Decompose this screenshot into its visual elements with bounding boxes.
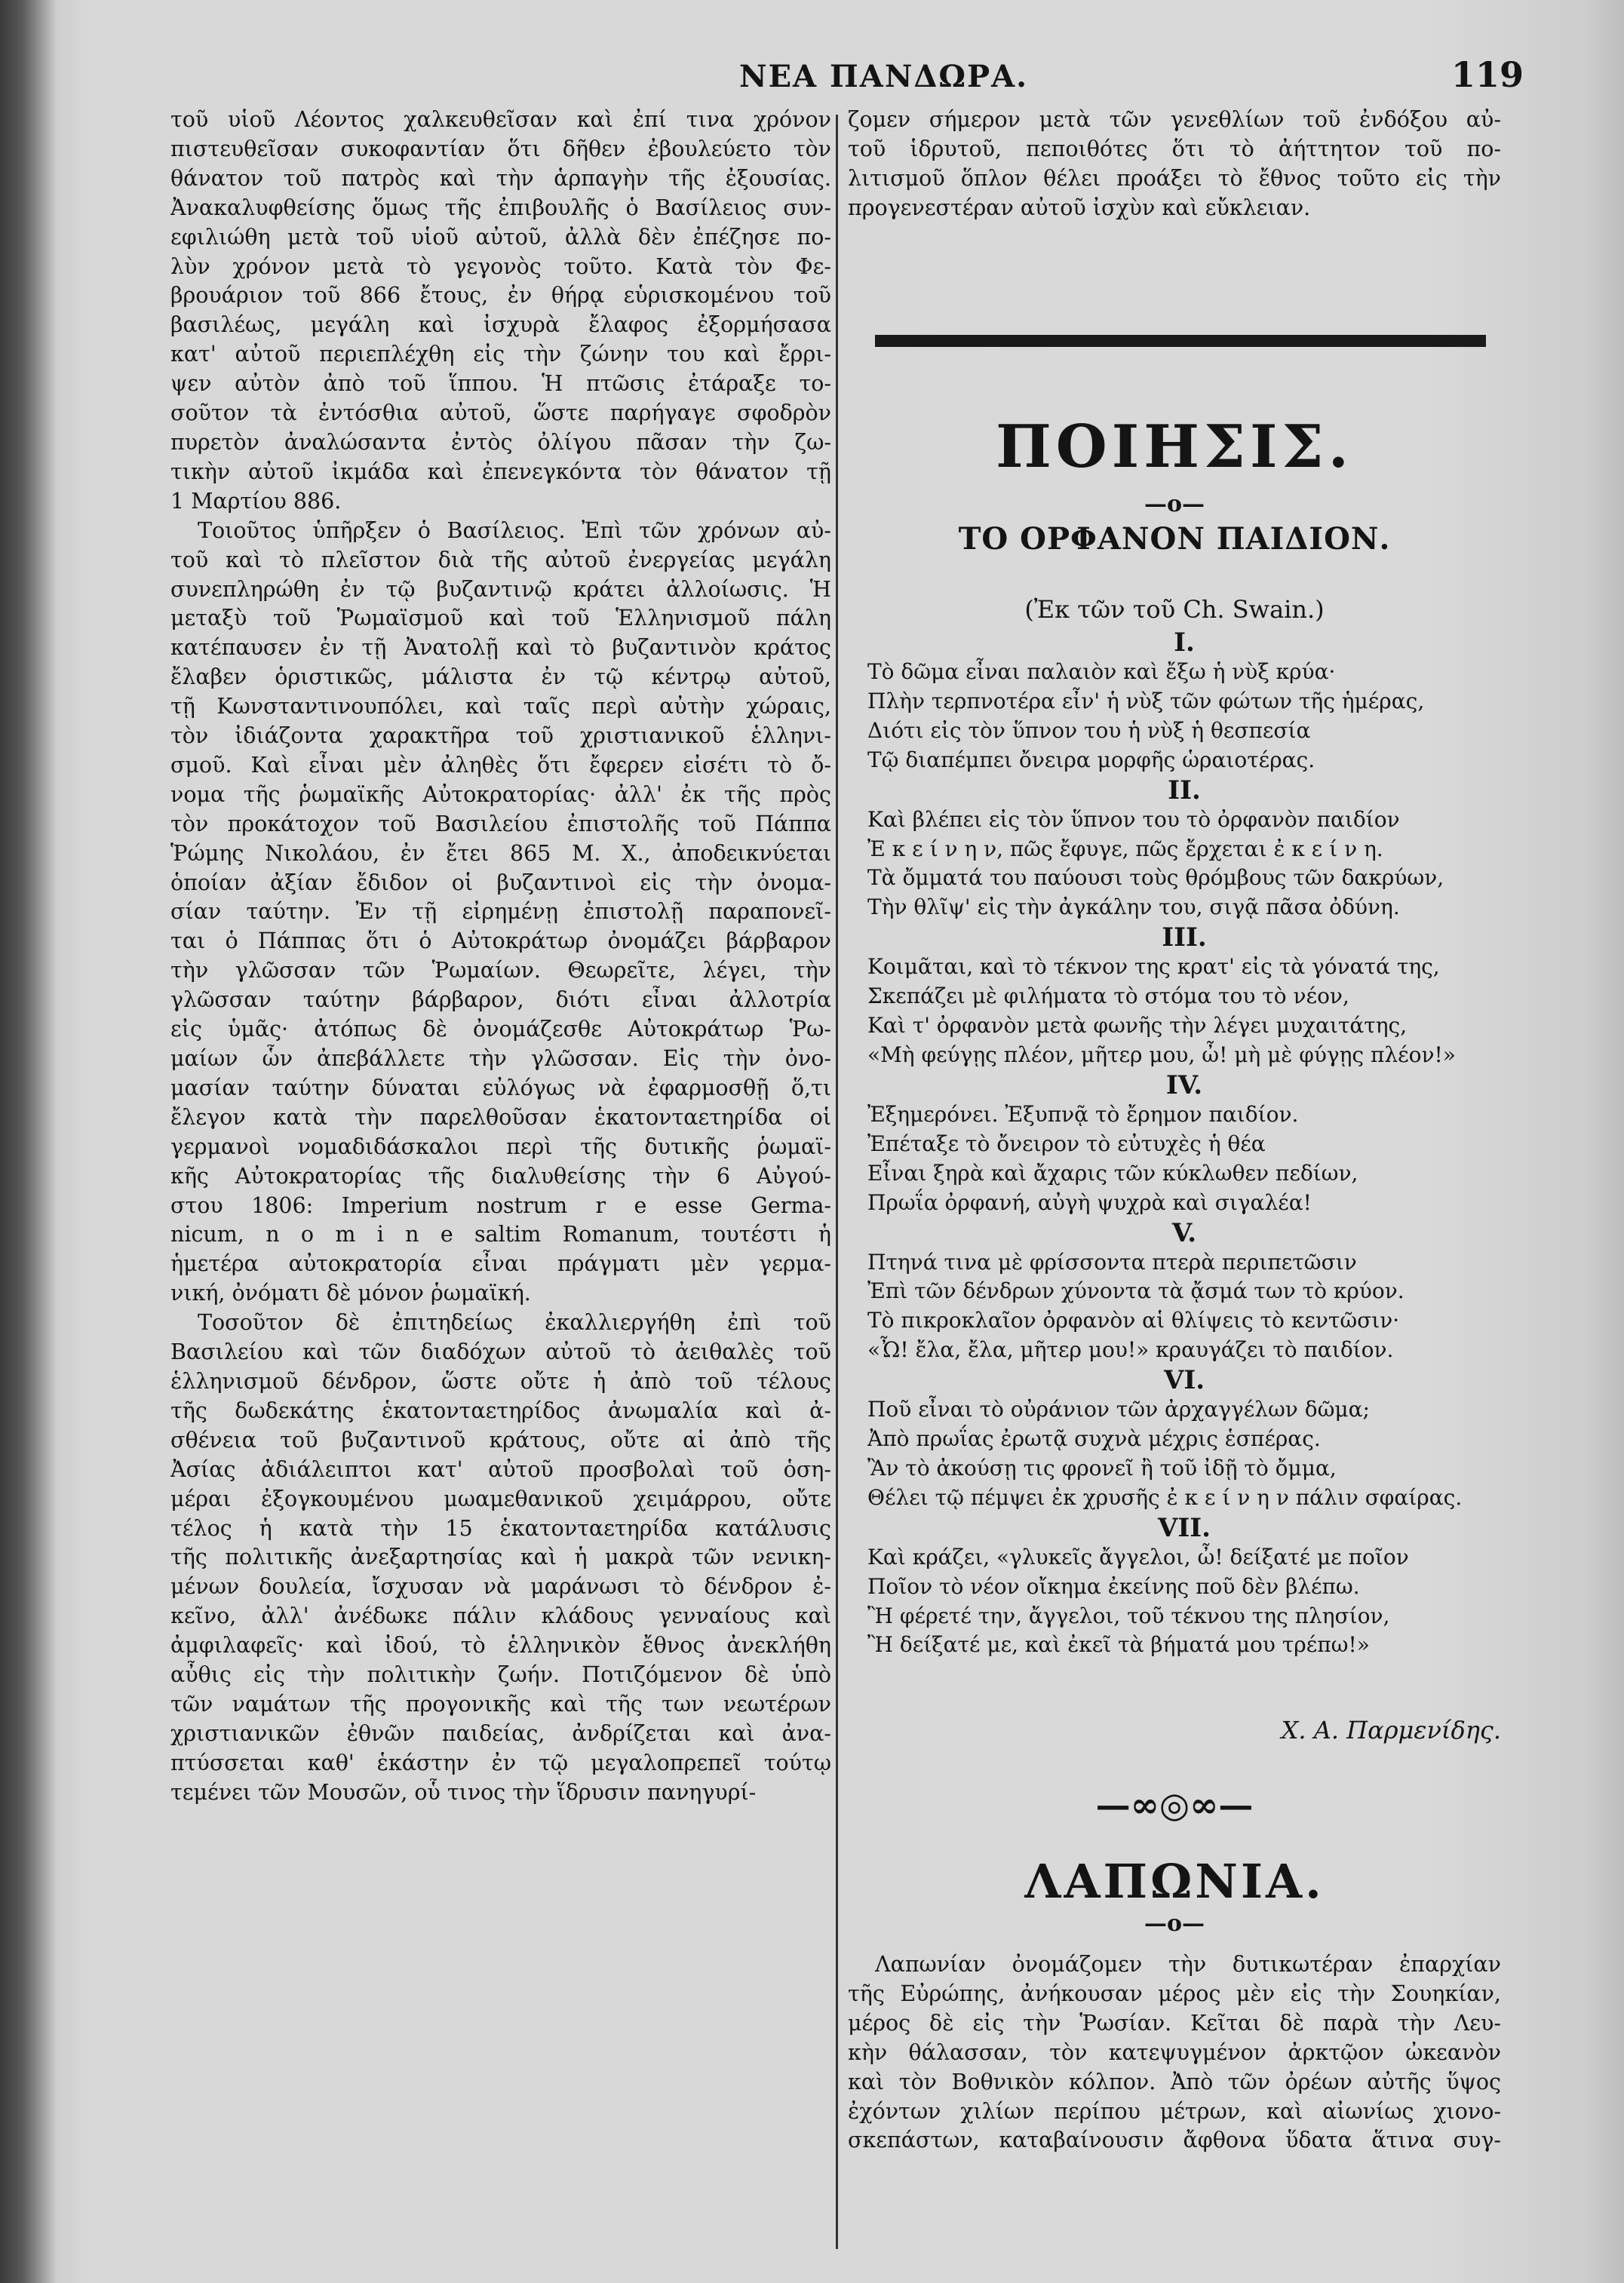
text-line: τῆς Εὐρώπης, ἀνήκουσαν μέρος μὲν εἰς τὴν Σουηκίαν, (848, 1981, 1501, 2006)
text-line: ζομεν σήμερον μετὰ τῶν γενεθλίων τοῦ ἐνδόξου αὐ- (848, 107, 1501, 132)
poem-line: «Μὴ φεύγῃς πλέον, μῆτερ μου, ὦ! μὴ μὲ φύγῃς πλέον!» (867, 1042, 1456, 1067)
poem-line: «Ὦ! ἔλα, ἔλα, μῆτερ μου!» κραυγάζει τὸ παιδίον. (867, 1337, 1394, 1363)
text-line: Ἀνακαλυφθείσης ὅμως τῆς ἐπιβουλῆς ὁ Βασίλειος συν- (170, 195, 831, 220)
text-line: μένων δουλεία, ἴσχυσαν νὰ μαράνωσι τὸ δένδρον ἐ- (170, 1574, 831, 1600)
stanza-number: IV. (1165, 1069, 1203, 1100)
section-rule (875, 335, 1486, 347)
text-line: τὴν γλῶσσαν τῶν Ῥωμαίων. Θεωρεῖτε, λέγει, τὴν (170, 958, 831, 983)
poem-line: Ἀπὸ πρωΐας ἐρωτᾷ συχνὰ μέχρις ἑσπέρας. (867, 1426, 1321, 1452)
poem-line: Τῷ διαπέμπει ὄνειρα μορφῆς ὡραιοτέρας. (867, 747, 1315, 772)
text-line: 1 Μαρτίου 886. (170, 488, 342, 514)
stanza-number: II. (1168, 775, 1201, 805)
poem-line: Εἶναι ξηρὰ καὶ ἄχαρις τῶν κύκλωθεν πεδίων, (867, 1160, 1358, 1186)
text-line: βρουάριον τοῦ 866 ἔτους, ἐν θήρᾳ εὑρισκομένου τοῦ (170, 283, 831, 308)
column-divider (836, 115, 838, 2249)
poem-signature: Χ. Α. Παρμενίδης. (1281, 1716, 1501, 1744)
poem-line: Σκεπάζει μὲ φιλήματα τὸ στόμα του τὸ νέον, (867, 983, 1349, 1009)
stanza-number: I. (1174, 628, 1195, 658)
poem-source: (Ἐκ τῶν τοῦ Ch. Swain.) (1024, 595, 1325, 624)
text-line: γερμανοὶ νομαδιδάσκαλοι περὶ τῆς δυτικῆς ῥωμαϊ- (170, 1134, 831, 1159)
text-line: κατέπαυσεν ἐν τῇ Ἀνατολῇ καὶ τὸ βυζαντινὸν κράτος (170, 635, 831, 661)
lapland-text (848, 1950, 1501, 2156)
text-line: συνεπληρώθη ἐν τῷ βυζαντινῷ κράτει ἀλλοίωσις. Ἡ (170, 576, 831, 602)
text-line: σκεπάστων, καταβαίνουσιν ἄφθονα ὕδατα ἅτινα συγ- (848, 2128, 1501, 2153)
poem-line: Ἐξημερόνει. Ἐξυπνᾷ τὸ ἔρημον παιδίον. (867, 1101, 1299, 1127)
poem-line: Καὶ βλέπει εἰς τὸν ὕπνον του τὸ ὀρφανὸν παιδίον (867, 806, 1400, 832)
text-line: μεταξὺ τοῦ Ῥωμαϊσμοῦ καὶ τοῦ Ἑλληνισμοῦ πάλη (170, 606, 831, 631)
text-line: τῆς δωδεκάτης ἑκατονταετηρίδος ἀνωμαλία καὶ ἀ- (170, 1398, 831, 1423)
text-line: Τοιοῦτος ὑπῆρξεν ὁ Βασίλειος. Ἐπὶ τῶν χρόνων αὐ- (198, 517, 831, 543)
poem-body (867, 628, 1501, 1660)
text-line: τὸν ἰδιάζοντα χαρακτῆρα τοῦ χριστιανικοῦ ἑλληνι- (170, 723, 831, 749)
poem-line: Ἂν τὸ ἀκούσῃ τις φρονεῖ ἢ τοῦ ἰδῇ τὸ ὄμμα, (867, 1455, 1337, 1481)
text-line: μαίων ὧν ἀπεβάλλετε τὴν γλῶσσαν. Εἰς τὴν ὀνο- (170, 1046, 831, 1071)
stanza-number: III. (1162, 922, 1207, 953)
text-line: γλῶσσαν ταύτην βάρβαρον, διότι εἶναι ἀλλοτρία (170, 987, 831, 1013)
text-line: νομα τῆς ῥωμαϊκῆς Αὐτοκρατορίας· ἀλλ' ἐκ τῆς πρὸς (170, 781, 831, 807)
text-line: πυρετὸν ἀναλώσαντα ἐντὸς ὀλίγου πᾶσαν τὴν ζω- (170, 429, 831, 455)
text-line: τῇ Κωνσταντινουπόλει, καὶ ταῖς περὶ αὐτὴν χώραις, (170, 694, 831, 720)
text-line: ἡμετέρα αὐτοκρατορία εἶναι πράγματι μὲν γερμα- (170, 1251, 831, 1277)
lapland-mark: —o— (1144, 1910, 1205, 1937)
text-line: τικὴν αὐτοῦ ἰκμάδα καὶ ἐπενεγκόντα τὸν θάνατον τῇ (170, 459, 831, 484)
text-line: καὶ τὸν Βοθνικὸν κόλπον. Ἀπὸ τῶν ὀρέων αὐτῆς ὕψος (848, 2069, 1501, 2094)
text-line: εφιλιώθη μετὰ τοῦ υἱοῦ αὐτοῦ, ἀλλὰ δὲν ἐπέζησε πο- (170, 224, 831, 250)
text-line: τῶν ναμάτων τῆς προγονικῆς καὶ τῆς των νεωτέρων (170, 1691, 831, 1717)
right-column-intro (848, 106, 1501, 223)
text-line: τεμένει τῶν Μουσῶν, οὗ τινος τὴν ἵδρυσιν πανηγυρί- (170, 1779, 757, 1805)
text-line: στου 1806: Imperium nostrum r e esse Germa- (170, 1192, 831, 1218)
text-line: ἔλαβεν ὁριστικῶς, μάλιστα ἐν τῷ κέντρῳ αὐτοῦ, (170, 664, 831, 690)
poem-line: Πρωΐα ὀρφανή, αὐγὴ ψυχρὰ καὶ σιγαλέα! (867, 1189, 1312, 1215)
text-line: σθένεια τοῦ βυζαντινοῦ κράτους, οὔτε αἱ ἀπὸ τῆς (170, 1427, 831, 1453)
text-line: λὺν χρόνον μετὰ τὸ γεγονὸς τοῦτο. Κατὰ τὸν Φε- (170, 253, 831, 279)
text-line: κεῖνο, ἀλλ' ἀνέδωκε πάλιν κλάδους γενναίους καὶ (170, 1603, 831, 1629)
text-line: Ἀσίας ἀδιάλειπτοι κατ' αὐτοῦ προσβολαὶ τοῦ ὁση- (170, 1456, 831, 1482)
text-line: Τοσοῦτον δὲ ἐπιτηδείως ἐκαλλιεργήθη ἐπὶ τοῦ (198, 1310, 831, 1336)
poetry-mark: —o— (1144, 491, 1205, 517)
text-line: ἔλεγον κατὰ τὴν παρελθοῦσαν ἑκατονταετηρίδα οἱ (170, 1104, 831, 1130)
poem-line: Ἐ κ ε ί ν η ν, πῶς ἔφυγε, πῶς ἔρχεται ἐ κ ε ί ν η. (867, 836, 1383, 861)
poem-line: Πτηνά τινα μὲ φρίσσοντα πτερὰ περιπετῶσιν (867, 1249, 1357, 1275)
poem-line: Ποῦ εἶναι τὸ οὐράνιον τῶν ἀρχαγγέλων δῶμα; (867, 1397, 1370, 1422)
text-line: τῆς πολιτικῆς ἀνεξαρτησίας καὶ ἡ μακρὰ τῶν νενικη- (170, 1545, 831, 1570)
poem-line: Τὰ ὄμματά του παύουσι τοὺς θρόμβους τῶν δακρύων, (867, 865, 1444, 891)
poem-line: Ἢ φέρετέ την, ἄγγελοι, τοῦ τέκνου της πλησίον, (867, 1603, 1390, 1628)
poem-line: Κοιμᾶται, καὶ τὸ τέκνον της κρατ' εἰς τὰ γόνατά της, (867, 954, 1440, 980)
text-line: κὴν θάλασσαν, τὸν κατεψυγμένον ἀρκτῷον ὠκεανὸν (848, 2039, 1501, 2065)
text-line: θάνατον τοῦ πατρὸς καὶ τὴν ἁρπαγὴν τῆς ἐξουσίας. (170, 165, 831, 191)
text-line: πτύσσεται καθ' ἑκάστην ἐν τῷ μεγαλοπρεπεῖ τούτῳ (170, 1750, 831, 1775)
text-line: πιστευθεῖσαν συκοφαντίαν ὅτι δῆθεν ἐβουλεύετο τὸν (170, 136, 831, 161)
text-line: ψεν αὐτὸν ἀπὸ τοῦ ἵππου. Ἡ πτῶσις ἐτάραξε το- (170, 371, 831, 397)
poem-line: Ἐπέταξε τὸ ὄνειρον τὸ εὐτυχὲς ἡ θέα (867, 1131, 1266, 1156)
text-line: ται ὁ Πάππας ὅτι ὁ Αὐτοκράτωρ ὀνομάζει βάρβαρον (170, 928, 831, 954)
stanza-number: VI. (1163, 1365, 1205, 1396)
ornament-divider: —∞◎∞— (1095, 1784, 1254, 1825)
text-line: Ῥώμης Νικολάου, ἐν ἔτει 865 Μ. Χ., ἀποδεικνύεται (170, 840, 831, 866)
poem-line: Τὸ δῶμα εἶναι παλαιὸν καὶ ἔξω ἡ νὺξ κρύα· (867, 659, 1336, 684)
stanza-number: VII. (1157, 1512, 1211, 1543)
text-line: τὸν προκάτοχον τοῦ Βασιλείου ἐπιστολῆς τοῦ Πάππα (170, 811, 831, 836)
text-line: χριστιανικῶν ἐθνῶν παιδείας, ἀνδρίζεται καὶ ἀνα- (170, 1720, 831, 1746)
text-line: ἀμφιλαφεῖς· καὶ ἰδού, τὸ ἑλληνικὸν ἔθνος ἀνεκλήθη (170, 1633, 831, 1659)
text-line: μασίαν ταύτην δύναται εὐλόγως νὰ ἐφαρμοσθῇ ὅ,τι (170, 1075, 831, 1100)
text-line: κῆς Αὐτοκρατορίας τῆς διαλυθείσης τὴν 6 Αὐγού- (170, 1163, 831, 1189)
text-line: βασιλέως, μεγάλη καὶ ἰσχυρὰ ἔλαφος ἐξορμήσασα (170, 312, 831, 338)
text-line: σμοῦ. Καὶ εἶναι μὲν ἀληθὲς ὅτι ἔφερεν εἰσέτι τὸ ὄ- (170, 752, 831, 778)
text-line: εἰς ὑμᾶς· ἀτόπως δὲ ὀνομάζεσθε Αὐτοκράτωρ Ῥω- (170, 1017, 831, 1042)
poetry-heading: ΠΟΙΗΣΙΣ. (996, 413, 1353, 481)
poem-title: ΤΟ ΟΡΦΑΝΟΝ ΠΑΙΔΙΟΝ. (958, 521, 1391, 557)
text-line: ὁποίαν ἀξίαν ἔδιδον οἱ βυζαντινοὶ εἰς τὴν ὀνομα- (170, 870, 831, 895)
poem-line: Διότι εἰς τὸν ὕπνον του ἡ νὺξ ἡ θεσπεσία (867, 717, 1311, 743)
poem-line: Ποῖον τὸ νέον οἴκημα ἐκείνης ποῦ δὲν βλέπω. (867, 1573, 1360, 1599)
text-line: Βασιλείου καὶ τῶν διαδόχων αὐτοῦ τὸ ἀειθαλὲς τοῦ (170, 1339, 831, 1365)
text-line: σίαν ταύτην. Ἐν τῇ εἰρημένῃ ἐπιστολῇ παραπονεῖ- (170, 899, 831, 925)
poem-line: Τὸ πικροκλαῖον ὀρφανὸν αἱ θλίψεις τὸ κεντῶσιν· (867, 1308, 1400, 1333)
poem-line: Ἐπὶ τῶν δένδρων χύνοντα τὰ ᾄσμά των τὸ κρύον. (867, 1278, 1404, 1304)
text-line: σοῦτον τὰ ἐντόσθια αὐτοῦ, ὥστε παρήγαγε σφοδρὸν (170, 400, 831, 426)
page-number: 119 (1451, 54, 1524, 95)
poem-line: Θέλει τῷ πέμψει ἐκ χρυσῆς ἐ κ ε ί ν η ν πάλιν σφαίρας. (867, 1484, 1463, 1510)
text-line: ἑλληνισμοῦ δένδρον, ὥστε οὔτε ἡ ἀπὸ τοῦ τέλους (170, 1368, 831, 1394)
poem-line: Ἢ δείξατέ με, καὶ ἐκεῖ τὰ βήματά μου τρέπω!» (867, 1632, 1370, 1658)
text-line: προγενεστέραν αὐτοῦ ἰσχὺν καὶ εὔκλειαν. (848, 195, 1311, 220)
stanza-number: V. (1171, 1217, 1197, 1248)
text-line: τέλος ἡ κατὰ τὴν 15 ἑκατονταετηρίδα κατάλυσις (170, 1515, 831, 1541)
text-line: μέραι ἐξογκουμένου μωαμεθανικοῦ χειμάρρου, οὔτε (170, 1486, 831, 1511)
text-line: κατ' αὐτοῦ περιεπλέχθη εἰς τὴν ζώνην του καὶ ἔρρι- (170, 342, 831, 367)
poem-line: Καὶ τ' ὀρφανὸν μετὰ φωνῆς τὴν λέγει μυχαιτάτης, (867, 1013, 1408, 1039)
text-line: τοῦ καὶ τὸ πλεῖστον διὰ τῆς αὐτοῦ ἐνεργείας μεγάλη (170, 547, 831, 572)
text-line: τοῦ υἱοῦ Λέοντος χαλκευθεῖσαν καὶ ἐπί τινα χρόνον (170, 107, 831, 132)
poem-line: Τὴν θλῖψ' εἰς τὴν ἀγκάλην του, σιγᾷ πᾶσα ὀδύνη. (867, 894, 1400, 920)
text-line: λιτισμοῦ ὅπλον θέλει προάξει τὸ ἔθνος τοῦτο εἰς τὴν (848, 165, 1501, 191)
text-line: ἐχόντων χιλίων περίπου μέτρων, καὶ αἰωνίως χιονο- (848, 2098, 1501, 2124)
text-line: νική, ὀνόματι δὲ μόνον ῥωμαϊκή. (170, 1281, 531, 1306)
text-line: αὖθις εἰς τὴν πολιτικὴν ζωήν. Ποτιζόμενον δὲ ὑπὸ (170, 1662, 831, 1688)
poem-line: Πλὴν τερπνοτέρα εἶν' ἡ νὺξ τῶν φώτων τῆς ἡμέρας, (867, 688, 1425, 713)
lapland-heading: ΛΑΠΩΝΙΑ. (1024, 1854, 1325, 1909)
text-line: τοῦ ἱδρυτοῦ, πεποιθότες ὅτι τὸ ἀήττητον τοῦ πο- (848, 136, 1501, 161)
journal-title: ΝΕΑ ΠΑΝΔΩΡΑ. (739, 59, 1029, 94)
text-line: nicum, n o m i n e saltim Romanum, τουτέστι ἡ (170, 1222, 831, 1247)
text-line: Λαπωνίαν ὀνομάζομεν τὴν δυτικωτέραν ἐπαρχίαν (875, 1952, 1501, 1977)
left-column (170, 106, 831, 1808)
text-line: μέρος δὲ εἰς τὴν Ῥωσίαν. Κεῖται δὲ παρὰ τὴν Λευ- (848, 2010, 1501, 2036)
poem-line: Καὶ κράζει, «γλυκεῖς ἄγγελοι, ὦ! δείξατέ με ποῖον (867, 1544, 1409, 1570)
page-header (166, 54, 1524, 104)
